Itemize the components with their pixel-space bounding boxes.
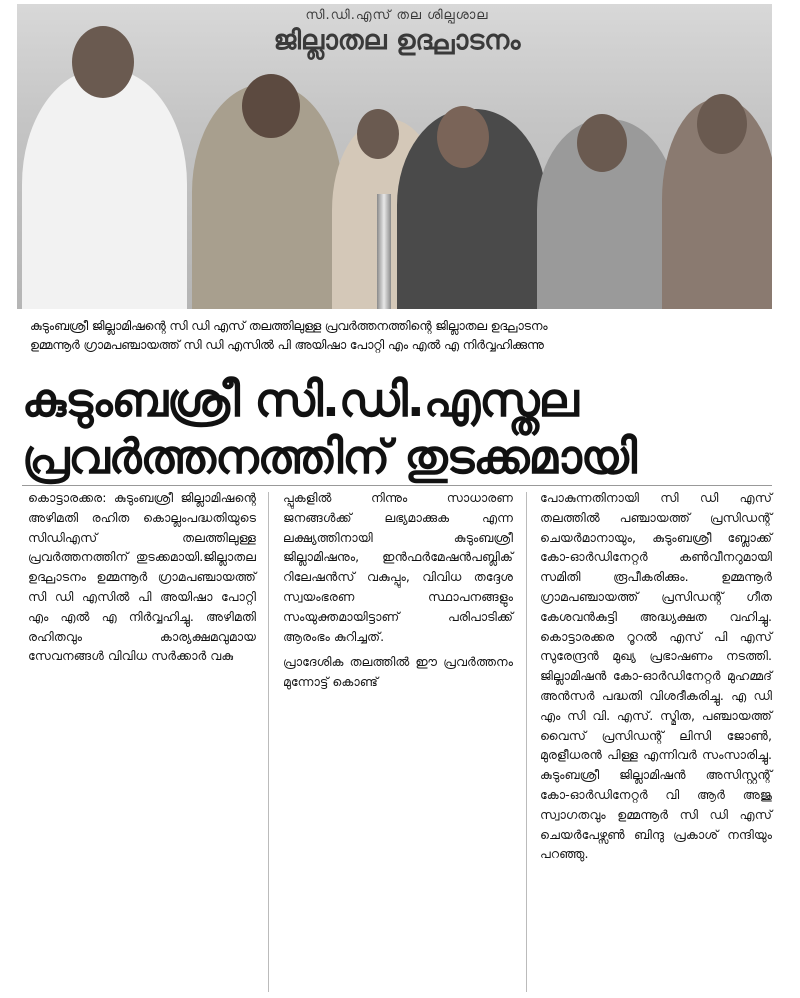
headline-line: പ്രവർത്തനത്തിന് തുടക്കമായി <box>22 430 637 485</box>
person-2-head <box>242 74 300 138</box>
lamp <box>377 194 391 309</box>
caption-line: ഉമ്മന്നൂർ ഗ്രാമപഞ്ചായത്ത് സി ഡി എസിൽ പി അയിഷാ പോറ്റി എം എൽ എ നിർവ്വഹിക്കുന്നു <box>30 337 544 352</box>
column-divider <box>526 492 527 992</box>
headline <box>22 372 782 486</box>
article-column-1 <box>28 488 256 672</box>
person-4-head <box>437 106 489 168</box>
person-6-head <box>697 94 747 154</box>
photo-caption <box>30 316 775 354</box>
banner-title: ജില്ലാതല ഉദ്ഘാടനം <box>273 25 521 56</box>
news-photo <box>17 4 772 309</box>
column-divider <box>268 492 269 992</box>
caption-line: കുടുംബശ്രീ ജില്ലാമിഷന്റെ സി ഡി എസ് തലത്തിലുള്ള പ്രവർത്തനത്തിന്റെ ജില്ലാതല ഉദ്ഘാടനം <box>30 318 548 333</box>
paragraph: പ്പുകളിൽ നിന്നും സാധാരണ ജനങ്ങൾക്ക് ലഭ്യമാക്കുക എന്ന ലക്ഷ്യത്തിനായി കുടുംബശ്രീ ജില്ലാമിഷനും, ഇൻഫർമേഷൻപബ്ലിക് റിലേഷൻസ് വകുപ്പും, വിവിധ തദ്ദേശ സ്വയംഭരണ സ്ഥാപനങ്ങളും സംയുക്തമായിട്ടാണ് പരിപാടിക്ക് ആരംഭം കുറിച്ചത്. <box>283 490 513 644</box>
paragraph: പ്രാദേശിക തലത്തിൽ ഈ പ്രവർത്തനം മുന്നോട്ട് കൊണ്ട് <box>283 654 513 690</box>
photo-banner <box>217 4 577 64</box>
banner-subtitle: സി.ഡി.എസ് തല ശില്പശാല <box>305 8 489 23</box>
person-3-head <box>357 109 399 159</box>
person-5-head <box>577 114 627 172</box>
article-column-3 <box>540 488 772 870</box>
divider <box>22 485 772 486</box>
person-1 <box>22 69 187 309</box>
paragraph: പോകുന്നതിനായി സി ഡി എസ് തലത്തിൽ പഞ്ചായത്ത് പ്രസിഡന്റ് ചെയർമാനായും, കുടുംബശ്രീ ബ്ലോക്ക് കോ-ഓർഡിനേറ്റർ കൺവീനറുമായി സമിതി രൂപീകരിക്കും. ഉമ്മന്നൂർ ഗ്രാമപഞ്ചായത്ത് പ്രസിഡന്റ് ഗീത കേശവൻകുട്ടി അദ്ധ്യക്ഷത വഹിച്ചു. കൊട്ടാരക്കര റൂറൽ എസ് പി എസ് സുരേന്ദ്രൻ മുഖ്യ പ്രഭാഷണം നടത്തി. ജില്ലാമിഷൻ കോ-ഓർഡിനേറ്റർ മുഹമ്മദ് അൻസർ പദ്ധതി വിശദീകരിച്ചു. എ ഡി എം സി വി. എസ്. സ്മിത, പഞ്ചായത്ത് വൈസ് പ്രസിഡന്റ് ലിസി ജോൺ, മുരളീധരൻ പിള്ള എന്നിവർ സംസാരിച്ചു. കുടുംബശ്രീ ജില്ലാമിഷൻ അസിസ്റ്റന്റ് കോ-ഓർഡിനേറ്റർ വി ആർ അജു സ്വാഗതവും ഉമ്മന്നൂർ സി ഡി എസ് ചെയർപേഴ്സൺ ബിന്ദു പ്രകാശ് നന്ദിയും പറഞ്ഞു. <box>540 490 772 862</box>
person-1-head <box>72 26 134 98</box>
headline-line: കുടുംബശ്രീ സി.ഡി.എസ്തല <box>22 373 578 428</box>
paragraph: കൊട്ടാരക്കര: കുടുംബശ്രീ ജില്ലാമിഷന്റെ അഴിമതി രഹിത കൊല്ലംപദ്ധതിയുടെ സിഡിഎസ് തലത്തിലുള്ള പ്രവർത്തനത്തിന് തുടക്കമായി.ജില്ലാതല ഉദ്ഘാടനം ഉമ്മന്നൂർ ഗ്രാമപഞ്ചായത്ത് സി ഡി എസിൽ പി അയിഷാ പോറ്റി എം എൽ എ നിർവ്വഹിച്ചു. അഴിമതി രഹിതവും കാര്യക്ഷമവുമായ സേവനങ്ങൾ വിവിധ സർക്കാർ വകു <box>28 490 256 664</box>
article-column-2 <box>283 488 513 698</box>
